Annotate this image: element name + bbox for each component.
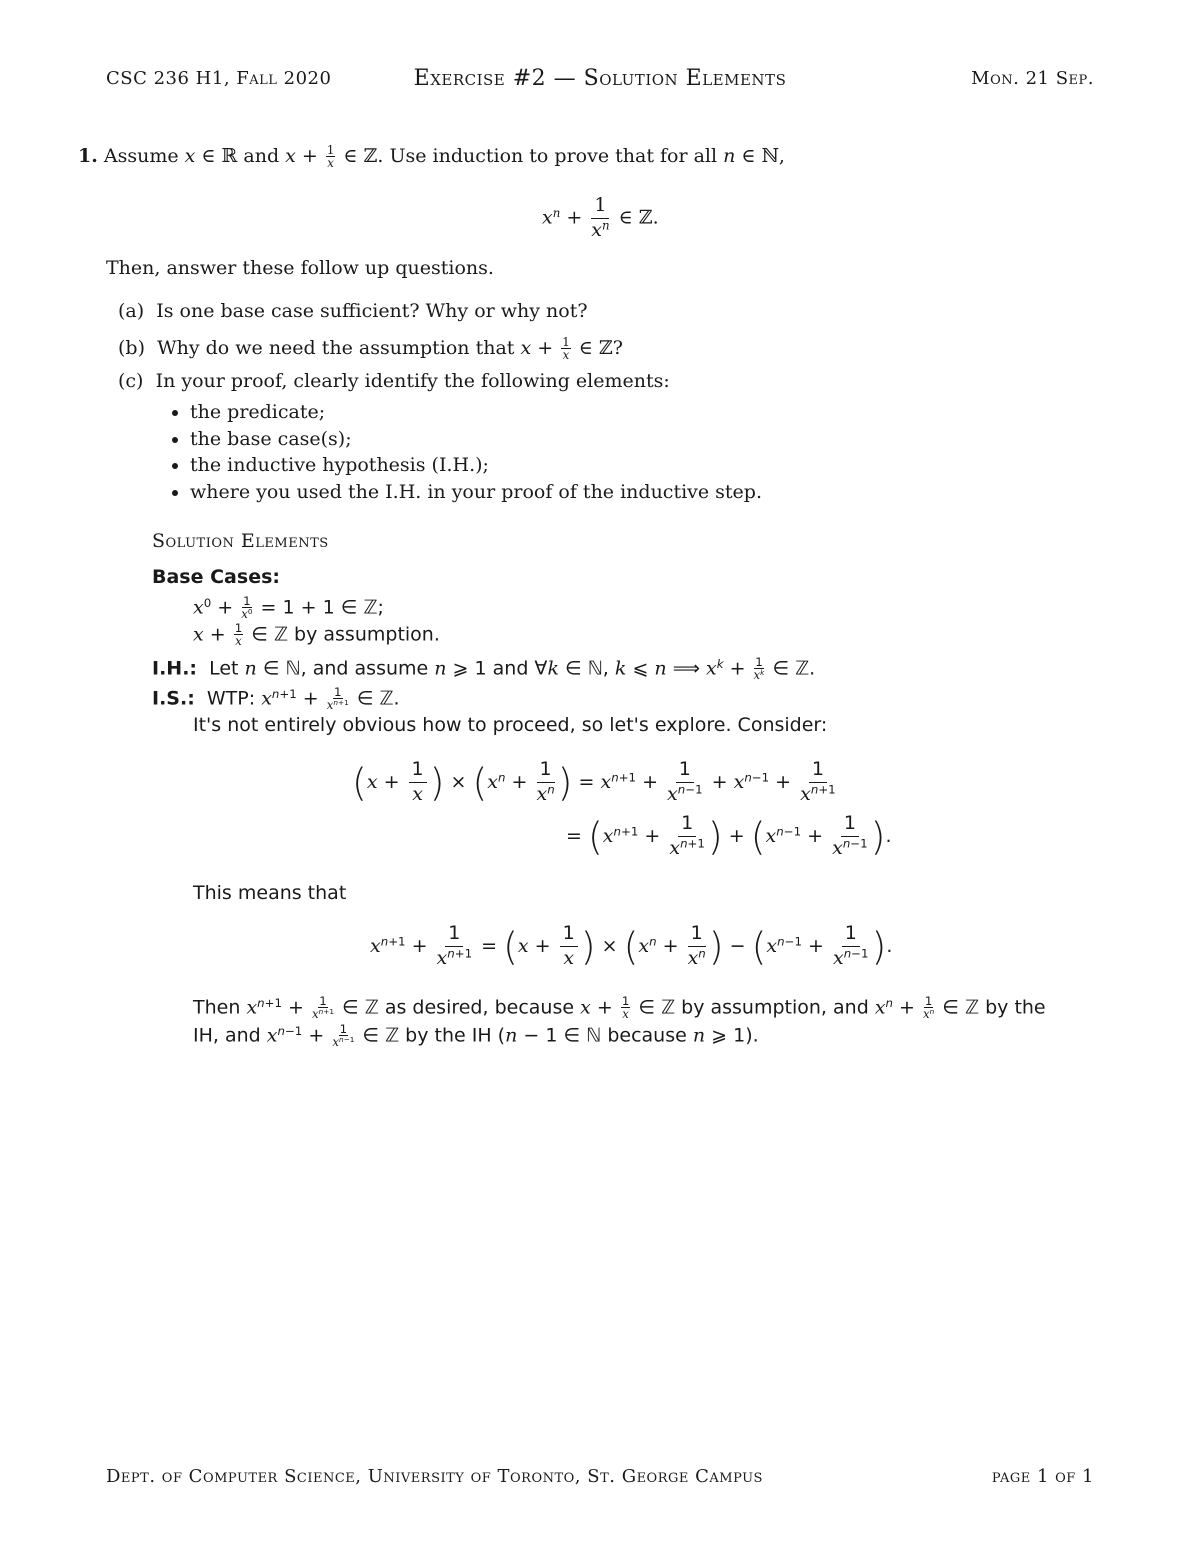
intro-b: and (243, 144, 280, 167)
item-c (118, 370, 670, 392)
conclusion-line2: IH, and $x^{n-1}$ + $\frac{1}{x^{n-1}}$ ∈ ℤ by the IH (n − 1 ∈ ℕ because n ⩾ 1). (193, 1022, 759, 1050)
item-a (118, 300, 588, 322)
conclusion-line1: Then $x^{n+1}$ + $\frac{1}{x^{n+1}}$ ∈ ℤ as desired, because x + $\frac{1}{x}$ ∈ ℤ by assumption, and $x^n$ + $\frac{1}{x^n}$ ∈ ℤ by the (193, 994, 1046, 1022)
display-equation: $x^n$ + $\frac{1}{x^n}$ ∈ ℤ. (542, 194, 659, 241)
bullet-item: the predicate; (172, 401, 325, 423)
consider-equation-line1: (x + $\frac{1}{x}$ ) × ($x^n$ + $\frac{1}{x^n}$ ) = $x^{n+1}$ + $\frac{1}{x^{n-1}}$ + $x^{n-1}$ + $\frac{1}{x^{n+1}}$ (352, 758, 836, 805)
base-case-1: x + $\frac{1}{x}$ ∈ ℤ by assumption. (193, 621, 440, 649)
page-header (0, 68, 1200, 98)
intro-a: Assume (103, 144, 179, 167)
intro-c: . Use induction to prove that for all (377, 144, 718, 167)
footer-department: Dept. of Computer Science, University of Toronto, St. George Campus (106, 1466, 763, 1487)
means-text: This means that (193, 882, 347, 904)
item-a-label: (a) (118, 300, 145, 322)
question-number: 1. (78, 144, 98, 167)
bullet-item: where you used the I.H. in your proof of the inductive step. (172, 481, 762, 503)
page-number: page 1 of 1 (991, 1466, 1094, 1487)
header-date: Mon. 21 Sep. (971, 68, 1094, 89)
solution-heading: Solution Elements (152, 530, 329, 552)
followup-text: Then, answer these follow up questions. (106, 257, 494, 279)
question-statement: 1. Assume x ∈ ℝ and x + $\frac{1}{x}$ ∈ ℤ. Use induction to prove that for all n ∈ ℕ, (78, 143, 785, 171)
inductive-step: I.S.: WTP: $x^{n+1}$ + $\frac{1}{x^{n+1}}$ ∈ ℤ. (152, 685, 400, 713)
item-b-text: Why do we need the assumption that (157, 336, 515, 359)
item-c-text: In your proof, clearly identify the following elements: (155, 370, 670, 392)
base-case-1-text: by assumption. (294, 623, 440, 646)
item-a-text: Is one base case sufficient? Why or why not? (156, 300, 588, 322)
bullet-item: the base case(s); (172, 428, 352, 450)
ih-label: I.H.: (152, 657, 198, 680)
base-cases-label: Base Cases: (152, 566, 280, 588)
is-label: I.S.: (152, 687, 195, 710)
base-case-0: $x^0$ + $\frac{1}{x^0}$ = 1 + 1 ∈ ℤ; (193, 594, 384, 622)
item-b: (b) Why do we need the assumption that x + $\frac{1}{x}$ ∈ ℤ? (118, 335, 623, 363)
page-title: Exercise #2 — Solution Elements (413, 66, 787, 91)
item-b-label: (b) (118, 336, 145, 359)
bullet-item: the inductive hypothesis (I.H.); (172, 454, 489, 476)
course-code: CSC 236 H1, Fall 2020 (106, 68, 332, 89)
inductive-hypothesis: I.H.: Let n ∈ ℕ, and assume n ⩾ 1 and ∀k ∈ ℕ, k ⩽ n ⟹ $x^k$ + $\frac{1}{x^k}$ ∈ ℤ. (152, 655, 816, 683)
means-equation: $x^{n+1}$ + $\frac{1}{x^{n+1}}$ = (x + $\frac{1}{x}$ ) × ($x^n$ + $\frac{1}{x^n}$ ) − ($x^{n-1}$ + $\frac{1}{x^{n-1}}$ ). (370, 922, 893, 969)
item-c-label: (c) (118, 370, 144, 392)
explore-text: It's not entirely obvious how to proceed, so let's explore. Consider: (193, 714, 828, 736)
consider-equation-line2: = ($x^{n+1}$ + $\frac{1}{x^{n+1}}$ ) + ($x^{n-1}$ + $\frac{1}{x^{n-1}}$ ). (566, 812, 892, 859)
